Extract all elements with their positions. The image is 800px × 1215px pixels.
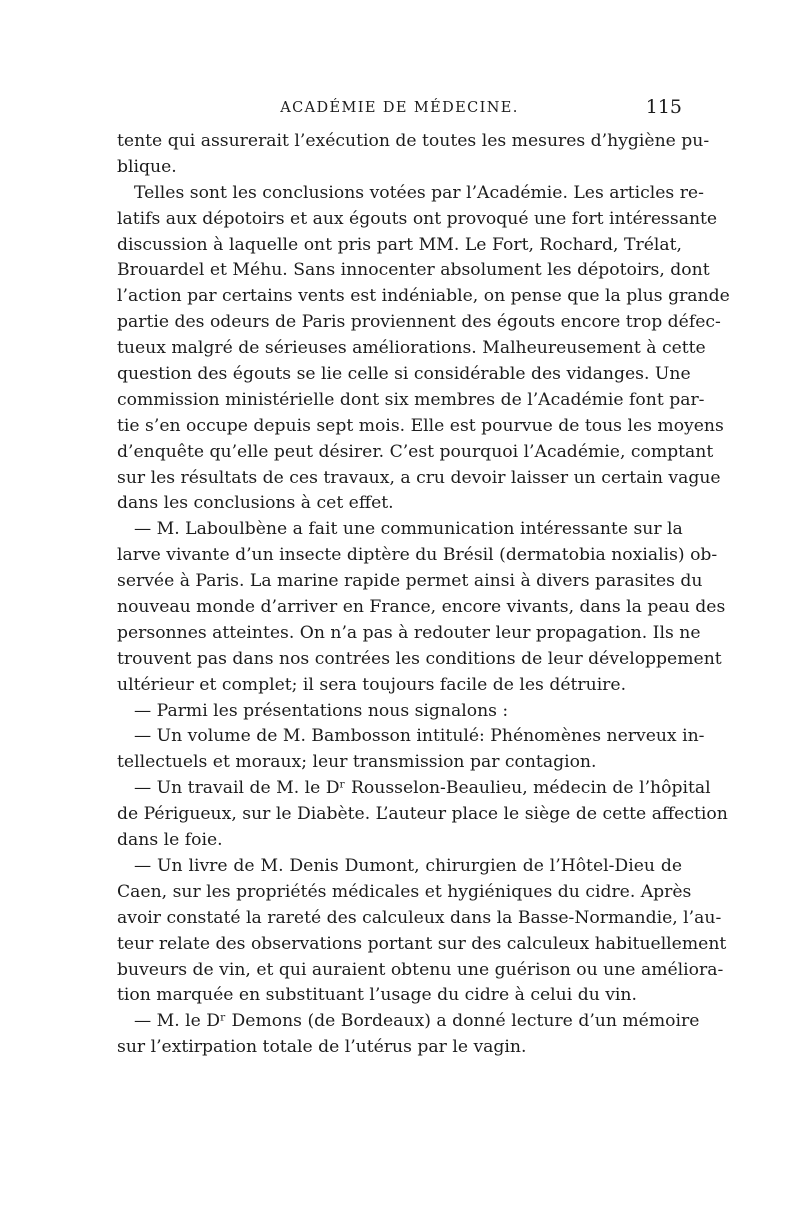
text-line: personnes atteintes. On n’a pas à redouter leur propagation. Ils ne — [117, 622, 701, 643]
text-line: Telles sont les conclusions votées par l’Académie. Les articles re- — [134, 182, 704, 203]
text-line: partie des odeurs de Paris proviennent des égouts encore trop défec- — [117, 312, 721, 333]
text-line: dans les conclusions à cet effet. — [117, 493, 394, 514]
text-line: dans le foie. — [117, 830, 223, 851]
page-header — [117, 96, 682, 126]
text-line: latifs aux dépotoirs et aux égouts ont provoqué une fort intéressante — [117, 208, 718, 229]
text-line: tueux malgré de sérieuses améliorations. Malheureusement à cette — [117, 338, 706, 359]
text-line: nouveau monde d’arriver en France, encore vivants, dans la peau des — [117, 597, 726, 618]
body-text — [117, 129, 730, 1061]
text-line: Caen, sur les propriétés médicales et hygiéniques du cidre. Après — [117, 881, 692, 902]
text-line: avoir constaté la rareté des calculeux dans la Basse-Normandie, l’au- — [117, 907, 722, 928]
text-line: buveurs de vin, et qui auraient obtenu une guérison ou une améliora- — [117, 959, 724, 980]
text-line: tente qui assurerait l’exécution de toutes les mesures d’hygiène pu- — [117, 131, 710, 151]
text-line: commission ministérielle dont six membres de l’Académie font par- — [117, 389, 705, 410]
text-line: — Un volume de M. Bambosson intitulé: Phénomènes nerveux in- — [134, 726, 705, 747]
running-title: ACADÉMIE DE MÉDECINE. — [280, 100, 519, 116]
text-line: tie s’en occupe depuis sept mois. Elle est pourvue de tous les moyens — [117, 415, 724, 436]
text-line: — M. le Dʳ Demons (de Bordeaux) a donné lecture d’un mémoire — [134, 1011, 700, 1032]
text-line: servée à Paris. La marine rapide permet ainsi à divers parasites du — [117, 571, 703, 592]
text-line: de Périgueux, sur le Diabète. L’auteur place le siège de cette affection — [117, 804, 728, 825]
text-line: tellectuels et moraux; leur transmission par contagion. — [117, 752, 597, 773]
text-line: teur relate des observations portant sur des calculeux habituellement — [117, 933, 727, 954]
text-line: tion marquée en substituant l’usage du cidre à celui du vin. — [117, 985, 637, 1006]
text-line: trouvent pas dans nos contrées les conditions de leur développement — [117, 648, 722, 669]
page-number: 115 — [645, 96, 682, 118]
text-line: larve vivante d’un insecte diptère du Brésil (dermatobia noxialis) ob- — [117, 545, 718, 566]
text-line: — M. Laboulbène a fait une communication intéressante sur la — [134, 519, 683, 540]
text-line: question des égouts se lie celle si considérable des vidanges. Une — [117, 364, 691, 385]
text-line: Brouardel et Méhu. Sans innocenter absolument les dépotoirs, dont — [117, 260, 710, 281]
text-line: sur l’extirpation totale de l’utérus par le vagin. — [117, 1037, 527, 1058]
text-line: d’enquête qu’elle peut désirer. C’est pourquoi l’Académie, comptant — [117, 441, 714, 462]
text-line: sur les résultats de ces travaux, a cru devoir laisser un certain vague — [117, 467, 721, 488]
text-line: — Un travail de M. le Dʳ Rousselon-Beaulieu, médecin de l’hôpital — [134, 778, 711, 799]
text-line: l’action par certains vents est indéniable, on pense que la plus grande — [117, 286, 730, 307]
text-line: ultérieur et complet; il sera toujours facile de les détruire. — [117, 674, 627, 695]
text-line: discussion à laquelle ont pris part MM. Le Fort, Rochard, Trélat, — [117, 234, 682, 255]
text-line: — Un livre de M. Denis Dumont, chirurgien de l’Hôtel-Dieu de — [134, 855, 682, 876]
text-line: blique. — [117, 156, 177, 177]
text-line: — Parmi les présentations nous signalons : — [134, 700, 509, 721]
